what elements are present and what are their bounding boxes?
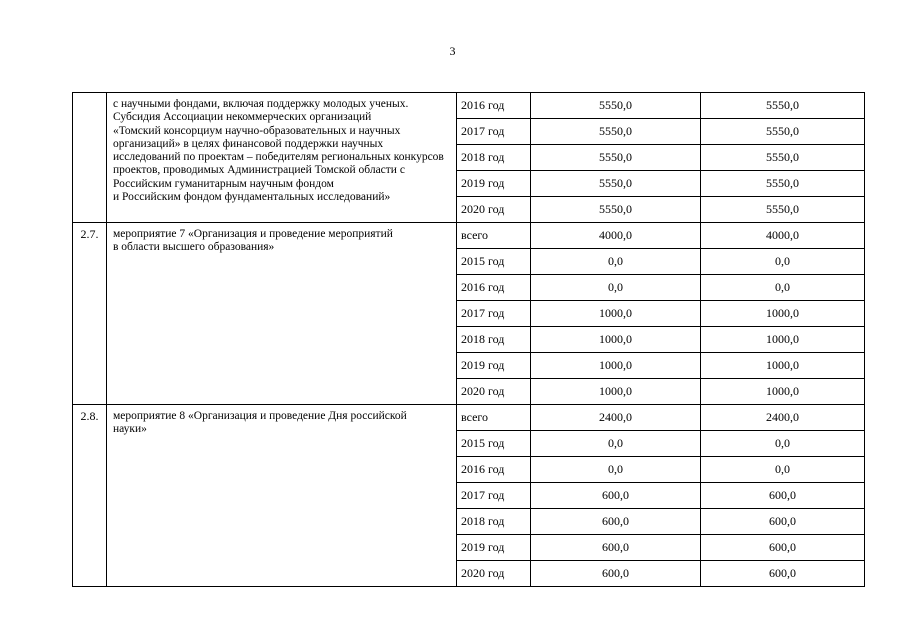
value-cell-1: 600,0 [531,535,701,561]
value-cell-2: 600,0 [701,509,865,535]
value-cell-1: 5550,0 [531,197,701,223]
period-cell: всего [457,405,531,431]
period-cell: 2016 год [457,275,531,301]
value-cell-1: 5550,0 [531,171,701,197]
period-cell: 2015 год [457,431,531,457]
table-row [73,405,865,431]
period-cell: 2017 год [457,483,531,509]
item-description-cell: мероприятие 7 «Организация и проведение мероприятий в области высшего образования» [107,223,457,405]
value-cell-1: 0,0 [531,431,701,457]
value-cell-2: 2400,0 [701,405,865,431]
value-cell-1: 1000,0 [531,301,701,327]
period-cell: 2016 год [457,457,531,483]
value-cell-2: 5550,0 [701,171,865,197]
value-cell-2: 5550,0 [701,145,865,171]
value-cell-2: 600,0 [701,535,865,561]
value-cell-1: 600,0 [531,561,701,587]
item-number-cell: 2.7. [73,223,107,405]
period-cell: 2020 год [457,379,531,405]
table-row [73,93,865,119]
period-cell: 2019 год [457,535,531,561]
period-cell: 2018 год [457,509,531,535]
value-cell-2: 5550,0 [701,93,865,119]
period-cell: 2020 год [457,197,531,223]
value-cell-2: 1000,0 [701,301,865,327]
period-cell: 2020 год [457,561,531,587]
item-number-cell [73,93,107,223]
value-cell-2: 600,0 [701,483,865,509]
value-cell-2: 1000,0 [701,379,865,405]
value-cell-1: 2400,0 [531,405,701,431]
value-cell-2: 0,0 [701,275,865,301]
value-cell-1: 1000,0 [531,379,701,405]
value-cell-2: 0,0 [701,249,865,275]
item-number-cell: 2.8. [73,405,107,587]
period-cell: 2018 год [457,327,531,353]
value-cell-2: 0,0 [701,431,865,457]
item-description-cell: мероприятие 8 «Организация и проведение Дня российской науки» [107,405,457,587]
value-cell-1: 600,0 [531,509,701,535]
value-cell-1: 5550,0 [531,145,701,171]
period-cell: 2019 год [457,171,531,197]
value-cell-2: 0,0 [701,457,865,483]
period-cell: 2016 год [457,93,531,119]
period-cell: 2017 год [457,301,531,327]
value-cell-1: 4000,0 [531,223,701,249]
value-cell-2: 5550,0 [701,197,865,223]
period-cell: 2017 год [457,119,531,145]
value-cell-2: 1000,0 [701,327,865,353]
page-number: 3 [449,44,456,58]
value-cell-1: 0,0 [531,249,701,275]
value-cell-1: 5550,0 [531,119,701,145]
period-cell: 2019 год [457,353,531,379]
value-cell-2: 4000,0 [701,223,865,249]
table-row [73,223,865,249]
period-cell: всего [457,223,531,249]
value-cell-1: 1000,0 [531,327,701,353]
period-cell: 2015 год [457,249,531,275]
item-description-cell: с научными фондами, включая поддержку молодых ученых. Субсидия Ассоциации некоммерческих организаций «Томский консорциум научно-образовательных и научных организаций» в целях финансовой поддержки научных исследований по проектам – победителям региональных конкурсов проектов, проводимых Администрацией Томской области с Российским гуманитарным научным фондом и Российским фондом фундаментальных исследований» [107,93,457,223]
value-cell-2: 1000,0 [701,353,865,379]
value-cell-1: 0,0 [531,457,701,483]
value-cell-2: 600,0 [701,561,865,587]
value-cell-1: 1000,0 [531,353,701,379]
value-cell-2: 5550,0 [701,119,865,145]
value-cell-1: 0,0 [531,275,701,301]
period-cell: 2018 год [457,145,531,171]
value-cell-1: 5550,0 [531,93,701,119]
funding-table [72,92,865,587]
value-cell-1: 600,0 [531,483,701,509]
